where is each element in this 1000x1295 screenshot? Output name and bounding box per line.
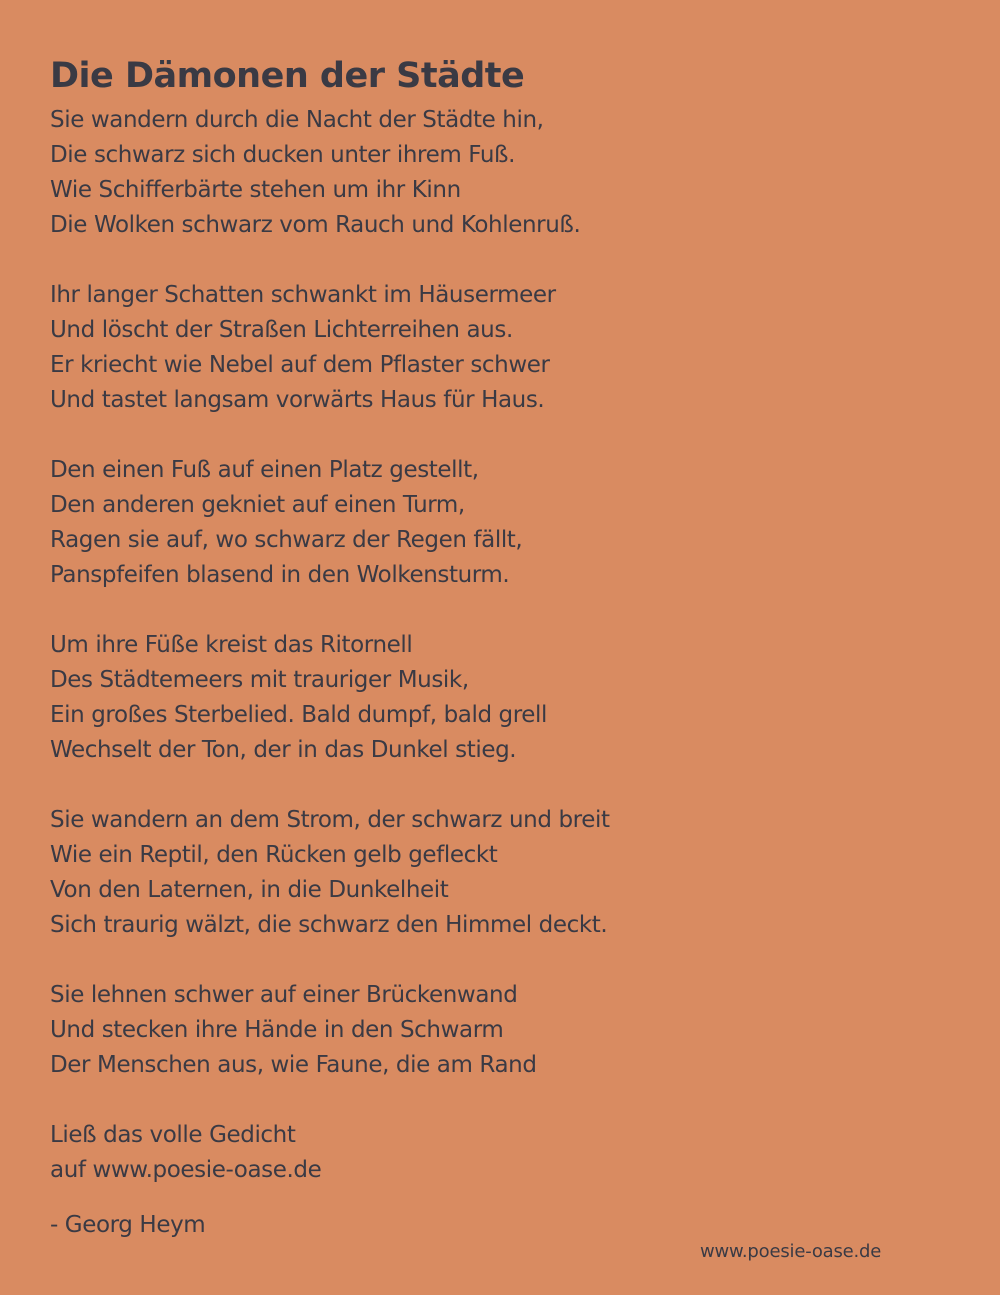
poem-line: Der Menschen aus, wie Faune, die am Rand <box>50 1052 537 1078</box>
poem-line: Den anderen gekniet auf einen Turm, <box>50 492 465 518</box>
poem-line: Sie wandern an dem Strom, der schwarz und breit <box>50 807 610 833</box>
stanza <box>50 628 950 768</box>
poem-line: Und tastet langsam vorwärts Haus für Haus. <box>50 387 545 413</box>
stanza <box>50 278 950 418</box>
poem-title: Die Dämonen der Städte <box>50 56 525 96</box>
poem-line: Ragen sie auf, wo schwarz der Regen fällt, <box>50 527 523 553</box>
poem-page <box>50 52 950 1243</box>
poem-line: Von den Laternen, in die Dunkelheit <box>50 877 449 903</box>
poem-line: Sich traurig wälzt, die schwarz den Himmel deckt. <box>50 912 608 938</box>
poem-line: Die Wolken schwarz vom Rauch und Kohlenruß. <box>50 212 581 238</box>
poem-line: Wechselt der Ton, der in das Dunkel stieg. <box>50 737 517 763</box>
poem-line: Wie Schifferbärte stehen um ihr Kinn <box>50 177 461 203</box>
note-line: auf www.poesie-oase.de <box>50 1157 322 1183</box>
poem-line: Sie wandern durch die Nacht der Städte hin, <box>50 107 544 133</box>
site-watermark: www.poesie-oase.de <box>700 1241 882 1262</box>
poem-line: Und stecken ihre Hände in den Schwarm <box>50 1017 504 1043</box>
poem-line: Wie ein Reptil, den Rücken gelb gefleckt <box>50 842 498 868</box>
note-line: Ließ das volle Gedicht <box>50 1122 296 1148</box>
stanza <box>50 803 950 943</box>
poem-line: Den einen Fuß auf einen Platz gestellt, <box>50 457 479 483</box>
poem-line: Und löscht der Straßen Lichterreihen aus. <box>50 317 513 343</box>
poem-line: Sie lehnen schwer auf einer Brückenwand <box>50 982 518 1008</box>
poem-line: Er kriecht wie Nebel auf dem Pflaster schwer <box>50 352 550 378</box>
poem-line: Panspfeifen blasend in den Wolkensturm. <box>50 562 510 588</box>
poem-author: - Georg Heym <box>50 1212 206 1238</box>
poem-line: Um ihre Füße kreist das Ritornell <box>50 632 413 658</box>
poem-line: Ihr langer Schatten schwankt im Häusermeer <box>50 282 556 308</box>
poem-line: Des Städtemeers mit trauriger Musik, <box>50 667 469 693</box>
stanza <box>50 453 950 593</box>
poem-line: Ein großes Sterbelied. Bald dumpf, bald grell <box>50 702 548 728</box>
stanza <box>50 103 950 243</box>
stanza <box>50 978 950 1083</box>
full-poem-note <box>50 1118 950 1188</box>
poem-line: Die schwarz sich ducken unter ihrem Fuß. <box>50 142 516 168</box>
